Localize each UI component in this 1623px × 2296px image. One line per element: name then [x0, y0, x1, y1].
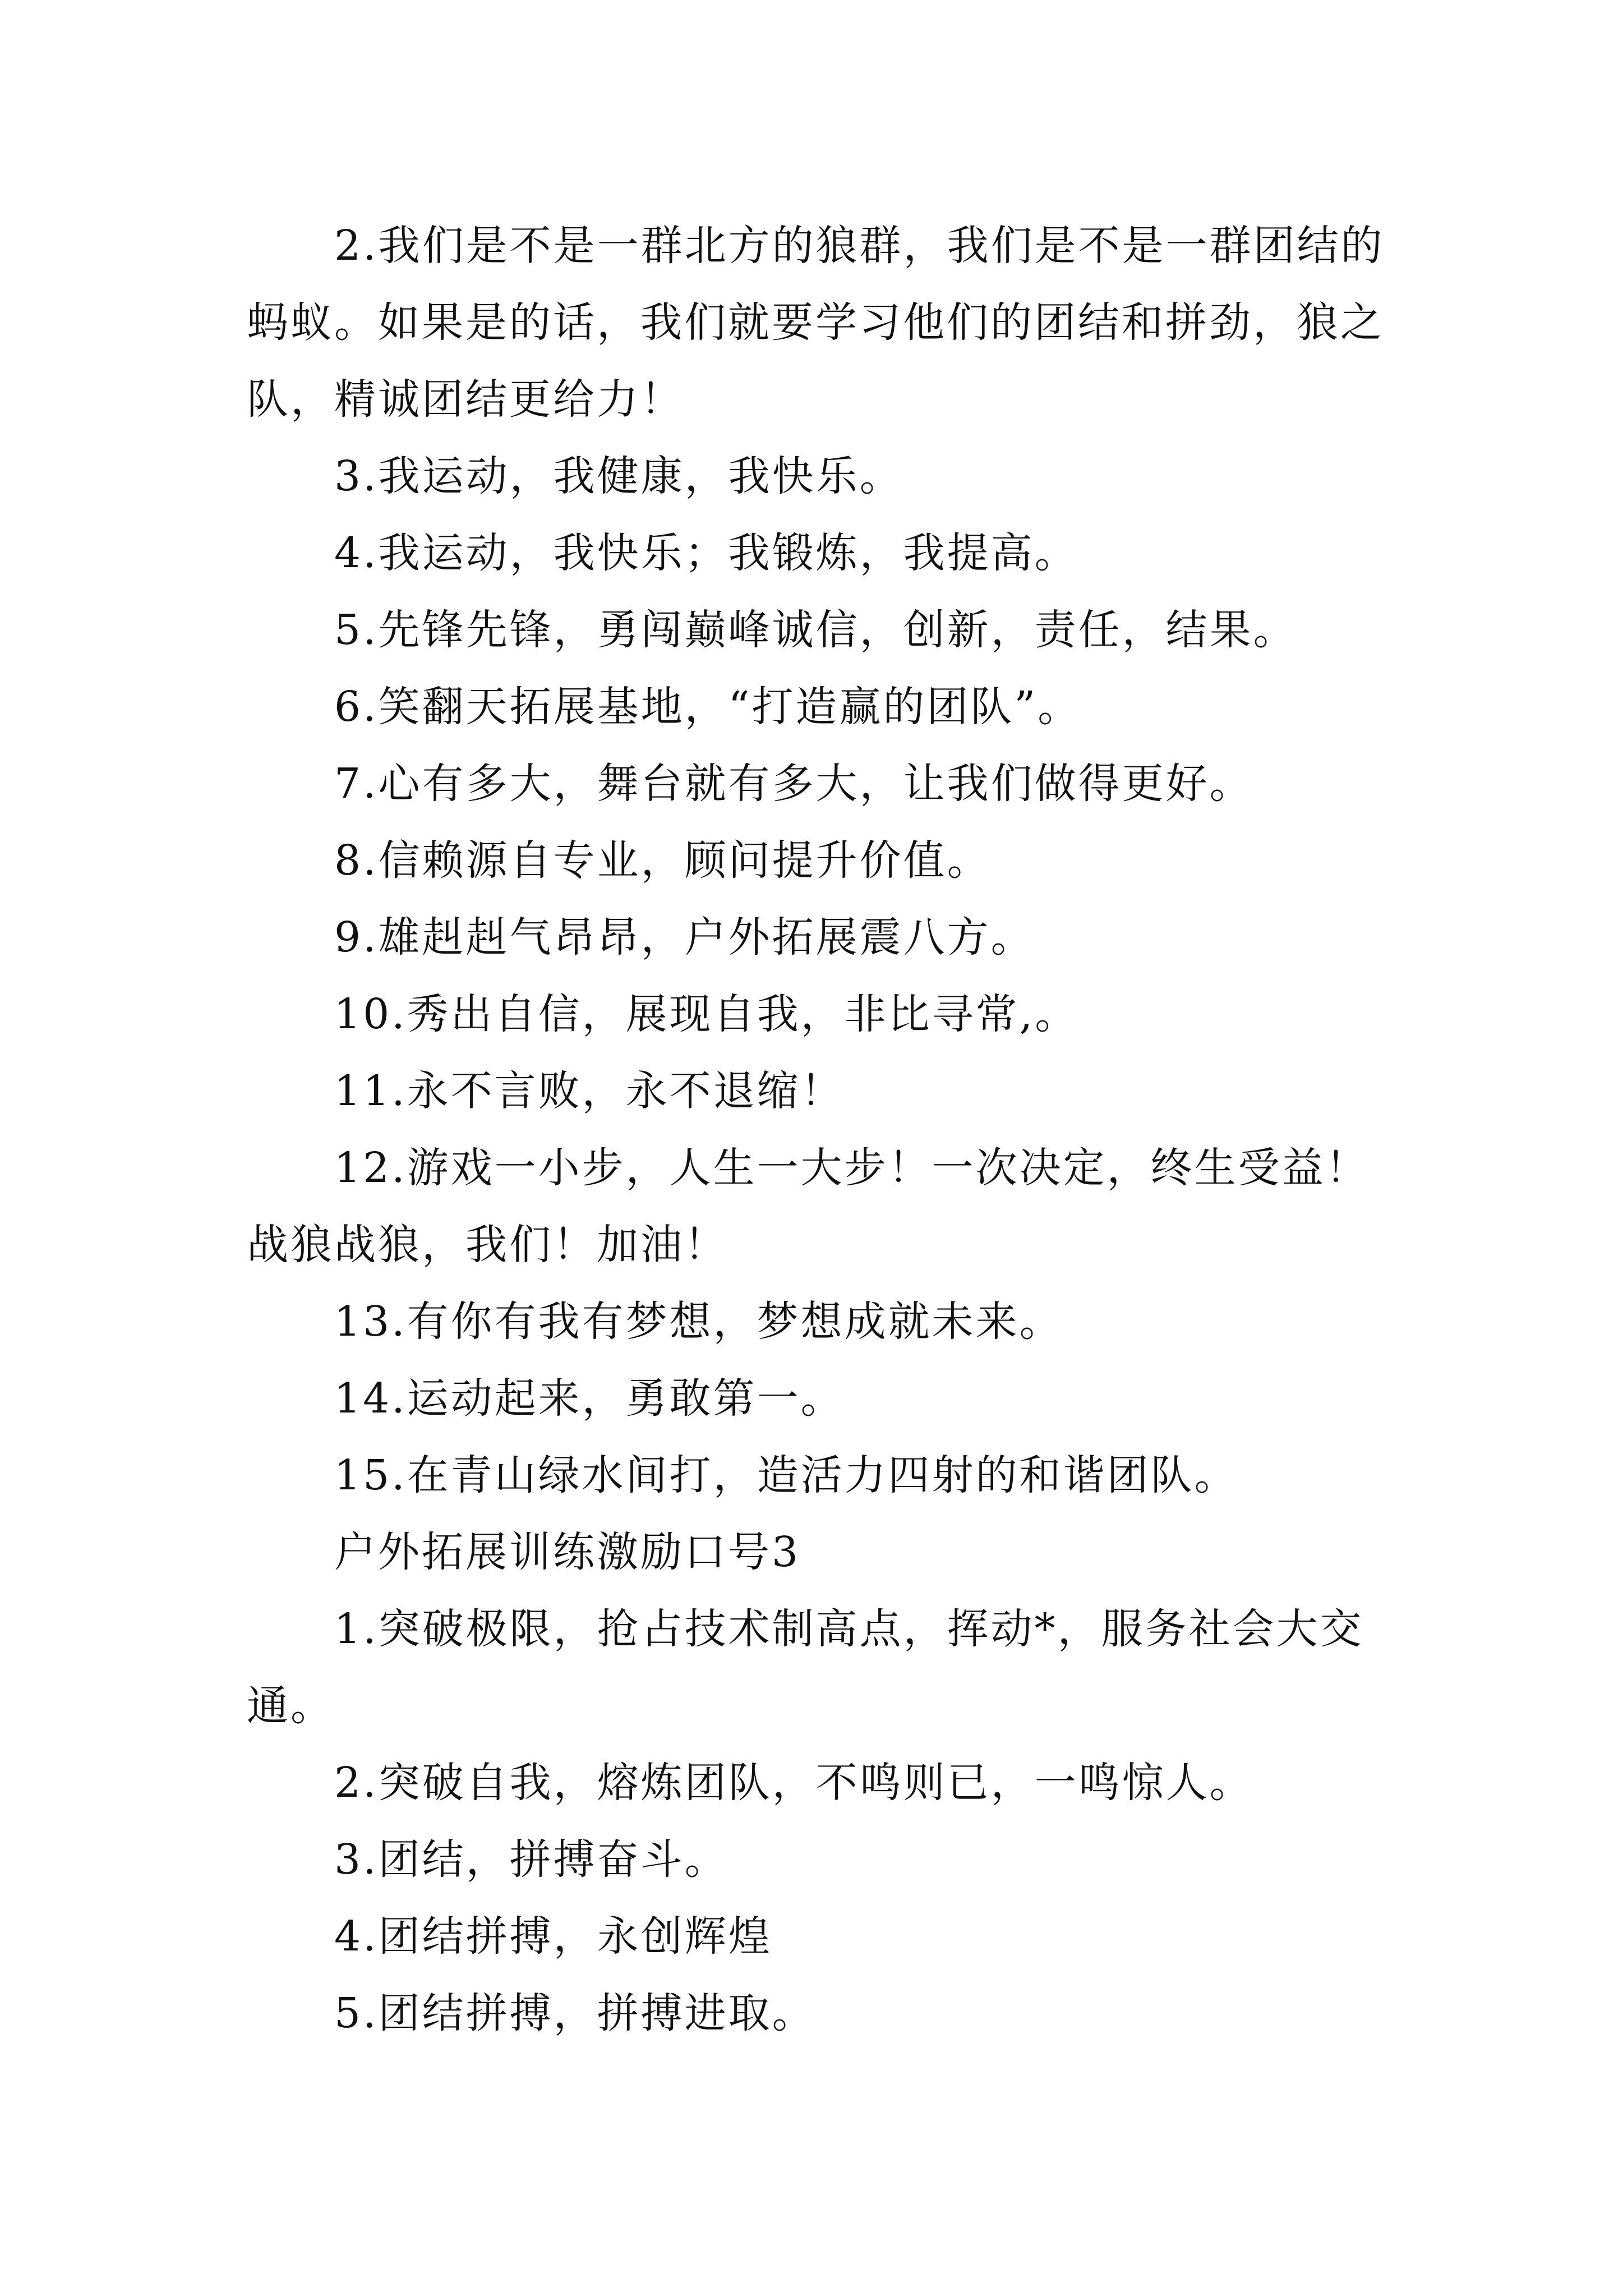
paragraph: 4.我运动，我快乐；我锻炼，我提高。	[334, 529, 1078, 577]
paragraph: 10.秀出自信，展现自我，非比寻常,。	[334, 990, 1079, 1038]
paragraph: 2.突破自我，熔炼团队，不鸣则已，一鸣惊人。	[334, 1759, 1253, 1807]
paragraph: 9.雄赳赳气昂昂，户外拓展震八方。	[334, 913, 1035, 961]
paragraph: 5.先锋先锋，勇闯巅峰诚信，创新，责任，结果。	[334, 606, 1297, 654]
paragraph: 1.突破极限，抢占技术制高点，挥动*，服务社会大交通。	[247, 1605, 1364, 1730]
paragraph: 8.信赖源自专业，顾问提升价值。	[334, 836, 991, 885]
paragraph: 12.游戏一小步，人生一大步！一次决定，终生受益！战狼战狼，我们！加油！	[247, 1144, 1370, 1269]
paragraph: 14.运动起来，勇敢第一。	[334, 1374, 845, 1423]
paragraph: 15.在青山绿水间打，造活力四射的和谐团队。	[334, 1451, 1238, 1499]
paragraph: 3.团结，拼搏奋斗。	[334, 1835, 728, 1884]
paragraph: 5.团结拼搏，拼搏进取。	[334, 1989, 816, 2037]
section-heading: 户外拓展训练激励口号3	[334, 1528, 801, 1576]
paragraph: 2.我们是不是一群北方的狼群，我们是不是一群团结的蚂蚁。如果是的话，我们就要学习他们的团结和拼劲，狼之队，精诚团结更给力！	[247, 222, 1385, 424]
paragraph: 7.心有多大，舞台就有多大，让我们做得更好。	[334, 760, 1253, 808]
document-body	[247, 208, 1391, 2052]
paragraph: 6.笑翻天拓展基地，“打造赢的团队”。	[334, 683, 1082, 731]
paragraph: 4.团结拼搏，永创辉煌	[334, 1912, 772, 1961]
paragraph: 13.有你有我有梦想，梦想成就未来。	[334, 1297, 1063, 1346]
paragraph: 11.永不言败，永不退缩！	[334, 1067, 845, 1115]
paragraph: 3.我运动，我健康，我快乐。	[334, 452, 903, 500]
